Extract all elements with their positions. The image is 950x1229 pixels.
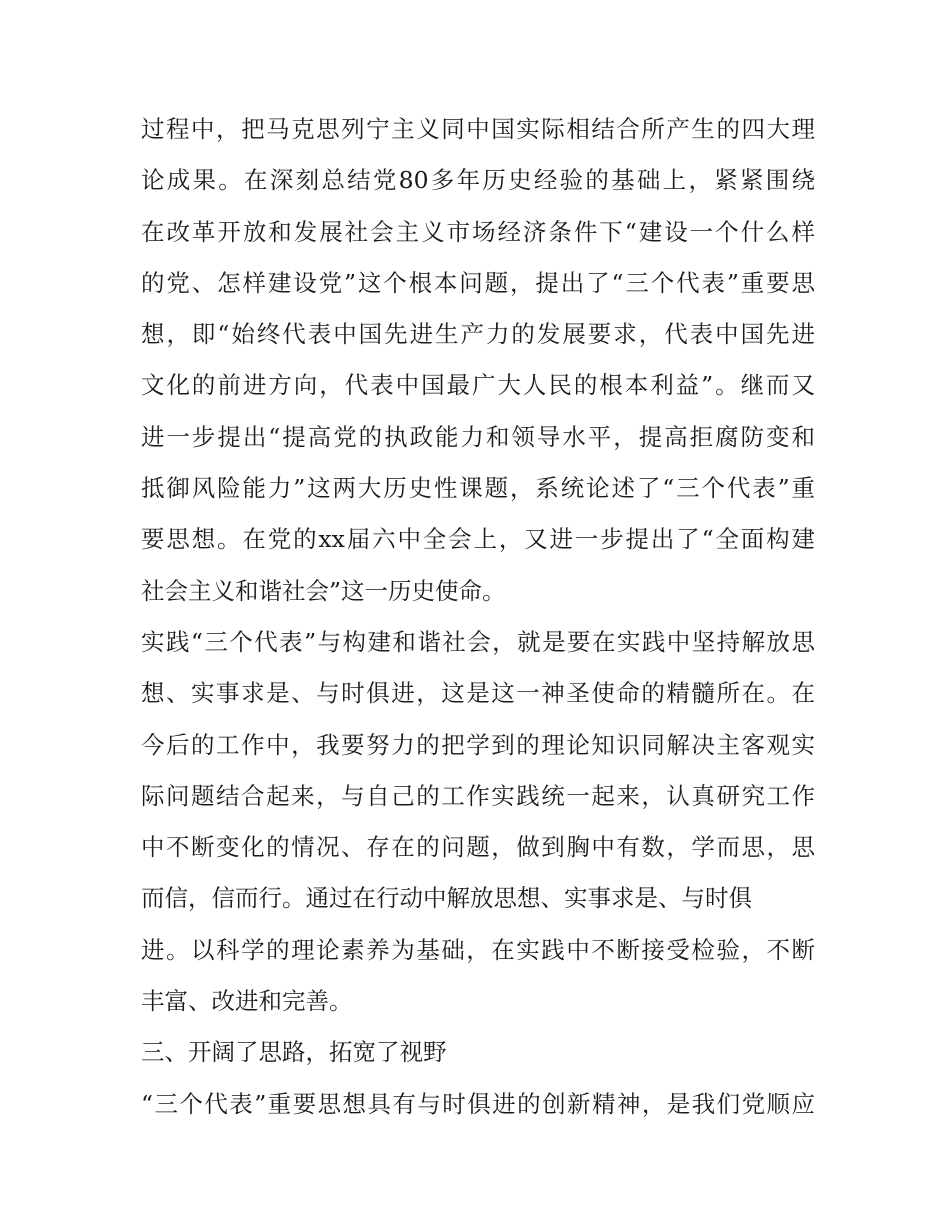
text-line: 的党、怎样建设党”这个根本问题，提出了“三个代表”重要思 — [141, 268, 815, 297]
body-text — [141, 104, 815, 1130]
text-line: 要思想。在党的xx届六中全会上，又进一步提出了“全面构建 — [141, 525, 815, 554]
text-line: “三个代表”重要思想具有与时俱进的创新精神，是我们党顺应 — [141, 1089, 815, 1118]
text-line: 进。以科学的理论素养为基础，在实践中不断接受检验，不断 — [141, 935, 815, 964]
text-line: 抵御风险能力”这两大历史性课题，系统论述了“三个代表”重 — [141, 474, 815, 503]
text-line: 论成果。在深刻总结党80多年历史经验的基础上，紧紧围绕 — [141, 166, 815, 195]
text-line: 社会主义和谐社会”这一历史使命。 — [141, 576, 506, 605]
text-line: 今后的工作中，我要努力的把学到的理论知识同解决主客观实 — [141, 730, 815, 759]
text-line: 文化的前进方向，代表中国最广大人民的根本利益”。继而又 — [141, 371, 815, 400]
text-line: 而信，信而行。通过在行动中解放思想、实事求是、与时俱 — [141, 884, 752, 913]
text-line: 中不断变化的情况、存在的问题，做到胸中有数，学而思，思 — [141, 833, 815, 862]
text-line: 丰富、改进和完善。 — [141, 987, 353, 1016]
text-line: 在改革开放和发展社会主义市场经济条件下“建设一个什么样 — [141, 217, 815, 246]
text-line: 想，即“始终代表中国先进生产力的发展要求，代表中国先进 — [141, 320, 815, 349]
section-heading: 三、开阔了思路，拓宽了视野 — [141, 1038, 447, 1067]
text-line: 实践“三个代表”与构建和谐社会，就是要在实践中坚持解放思 — [141, 627, 815, 656]
text-line: 际问题结合起来，与自己的工作实践统一起来，认真研究工作 — [141, 781, 815, 810]
text-line: 想、实事求是、与时俱进，这是这一神圣使命的精髓所在。在 — [141, 679, 815, 708]
text-line: 过程中，把马克思列宁主义同中国实际相结合所产生的四大理 — [141, 115, 815, 143]
text-line: 进一步提出“提高党的执政能力和领导水平，提高拒腐防变和 — [141, 422, 815, 451]
